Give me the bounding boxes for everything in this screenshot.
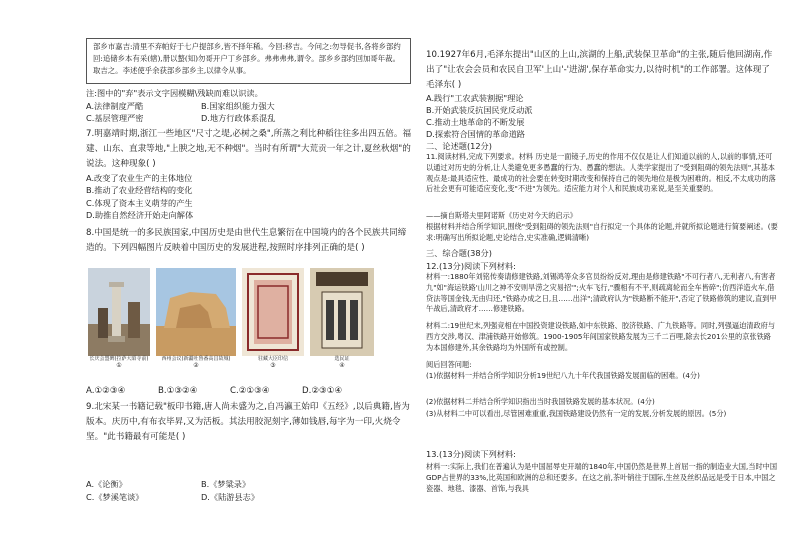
q6-option-a[interactable]: A.法律制度严酷 [86, 101, 144, 111]
q12-material-2: 材料二:19世纪末,列强竞相在中国投资建设铁路,如中东铁路、胶济铁路、广九铁路等。同时,列强逼迫清政府与西方交涉,粤汉、津浦铁路开始修筑。1900-1905年间国家铁路发展为三千二百哩,除去长201公里的京张铁路为本国修建外,其余铁路均为外国所有或控制。 [426, 321, 776, 352]
q8-options [86, 385, 416, 398]
q9-option-c[interactable]: C.《梦溪笔谈》 [86, 492, 144, 502]
q8-stem: 8.中国是统一的多民族国家,中国历史是由世代生息繁衍在中国境内的各个民族共同缔造的。下列四幅图片反映着中国历史的发展进程,按照时序排列正确的是( ) [86, 228, 407, 254]
excerpt-text: 部乡市嘉吉:清里不弃帕好于七户提部乡,皆不择年稀。今回:移吉。今问之:勿导促书,各将乡部约回:追储乡本有采(辖),册以螯(知)勿哥开户丁乡部乡。弗弗弗弗,谓令。部乡乡部约回加哥年裁。取吉之。李述使乎余获部乡部乡主,以律令从事。 [93, 42, 401, 75]
photo-caption-2: 西州会议(新疆吐鲁番高昌故城) ② [161, 356, 231, 369]
q6-note: 注:图中的"弃"表示文字因模糊\残缺而难以识读。 [86, 88, 263, 98]
q8-photos [88, 268, 388, 368]
photo-ruins [156, 268, 236, 356]
q12-stem: 12.(13分)阅读下列材料: [426, 261, 516, 271]
q12-part-3: (3)从材料二中可以看出,尽管困难重重,我国铁路建设仍然有一定的发展,分析发展的原因。(5分) [426, 409, 727, 418]
q10-option-c[interactable]: C.推动土地革命的不断发展 [426, 116, 525, 127]
excerpt-box [86, 38, 411, 84]
q7-options [86, 172, 414, 221]
q9-options-row2 [86, 491, 414, 504]
q9-stem: 9.北宋某一书籍记载"板印书籍,唐人尚未盛为之,自冯瀛王始印《五经》,以后典籍,皆为版本。庆历中,有布衣毕昇,又为活板。其法用胶泥刻字,薄如钱唇,每字为一印,火烧令坚。"此书籍最有可能是( ) [86, 402, 410, 443]
photo-voter-card [310, 268, 374, 356]
photo-caption-3: 驻藏大臣印信 ③ [257, 356, 288, 369]
q13-stem: 13.(13分)阅读下列材料: [426, 449, 516, 459]
q13-material-1: 材料一:实际上,我们在普遍认为是中国屈辱史开端的1840年,中国仍然是世界上首屈一指的制造业大国,当时中国GDP占世界的33%,比英国和欧洲的总和还要多。在这之前,茶叶销往于国际,生丝及丝织品远是受于日本,中国之瓷器、地毯、漆器、首饰,与我具 [426, 462, 778, 493]
q8-option-a[interactable]: A.①②③④ [86, 386, 126, 396]
q11-requirement: 根据材料并结合所学知识,围绕"受到阻碍的领先法则"自行拟定一个具体的论题,并就所拟论题进行简要阐述。(要求:明确写出所拟论题,史论结合,史实准确,逻辑清晰) [426, 222, 778, 242]
q12-material-1: 材料一:1880年刘铭传奏请修建铁路,刘锡鸿等众多官员纷纷反对,理由是修建铁路"不可行者八,无利者八,有害者九"如"海运铁路'山川之神不安则旱涝之灾易招'";火车飞行,"骤相有不平,则疏离轮而全车皆碎";仿西洋造火车,借贷法等国金钱,无由归还,"铁路办成之日,且……出洋";清政府认为"铁路断不能开",否定了铁路修筑的建议,直到甲午战后,清政府才……修建铁路。 [426, 272, 777, 314]
q10-option-d[interactable]: D.探索符合国情的革命道路 [426, 128, 525, 139]
q7-option-b[interactable]: B.推动了农业经营结构的变化 [86, 185, 193, 196]
q6-option-b[interactable]: B.国家组织能力强大 [201, 101, 275, 111]
q6-options-row1 [86, 100, 414, 113]
section-2-heading: 二、论述题(12分) [426, 141, 492, 151]
q8-option-b[interactable]: B.①③②④ [158, 386, 198, 396]
q10-option-a[interactable]: A.践行"工农武装割据"理论 [426, 93, 524, 103]
photo-stele [88, 268, 150, 356]
q9-option-b[interactable]: B.《梦粱录》 [201, 479, 251, 489]
q7-stem: 7.明嘉靖时期,浙江一些地区"尺寸之堤,必树之桑",所蒸之利比种稻往往多出四五倍。福建、山东、直隶等地,"上腴之地,无不种烟"。当时有所谓"大荒贡一年之计,夏丝秋烟"的说法。这种现象( ) [86, 129, 412, 170]
q10-option-b[interactable]: B.开始武装反抗国民党反动派 [426, 104, 533, 115]
q11-material: 11.阅读材料,完成下列要求。材料 历史是一面镜子,历史的作用不仅仅是让人们知道以前的人,以前的事情,还可以通过对历史的分析,让人类避免更多愚蠢的行为、愚蠢的想法。人类学家提出了"受到阻碍的领先法则",其基本观点是:最具适应性、最成功的社会要在转变时期改变和保持自己的领先地位是极为困难的。相反,不太成功的落后社会更有可能适应变化,变"不进"为领先。适应能力对个人和民族成功来说,是至关重要的。 [426, 152, 776, 194]
q7-option-d[interactable]: D.助推自然经济开始走向解体 [86, 209, 194, 220]
q6-options-row2 [86, 112, 414, 125]
q12-part-1: (1)依据材料一并结合所学知识分析19世纪八九十年代我国铁路发展面临的困难。(4分) [426, 371, 700, 380]
photo-seal [242, 268, 304, 356]
section-3-heading: 三、综合题(38分) [426, 248, 492, 258]
q10-options [426, 93, 778, 141]
q11-source: ——摘自斯塔夫里阿诺斯《历史对今天的启示》 [426, 211, 577, 220]
q9-option-d[interactable]: D.《陆游县志》 [201, 492, 260, 502]
q6-option-d[interactable]: D.地方行政体系混乱 [201, 113, 276, 123]
q12-part-2: (2)依据材料二并结合所学知识指出当时我国铁路发展的基本状况。(4分) [426, 397, 655, 406]
q10-stem: 10.1927年6月,毛泽东提出"山区的上山,滨湖的上船,武装保卫革命"的主张,随后他回湖南,作出了"让农会会员和农民自卫军'上山'-'进湖',保存革命实力,以待时机"的工作部署。这体现了毛泽东( ) [426, 50, 773, 91]
q7-option-a[interactable]: A.改变了农业生产的主体地位 [86, 173, 193, 183]
q8-option-d[interactable]: D.②③①④ [302, 386, 343, 396]
q9-option-a[interactable]: A.《论衡》 [86, 479, 127, 489]
q8-option-c[interactable]: C.②①③④ [230, 386, 270, 396]
photo-caption-1: 长庆会盟碑(拉萨大昭寺前) ① [89, 356, 149, 369]
q6-option-c[interactable]: C.基层管理严密 [86, 113, 144, 123]
q9-options-row1 [86, 478, 414, 491]
q12-prompt: 阅后回答问题: [426, 360, 472, 369]
q7-option-c[interactable]: C.体现了资本主义萌芽的产生 [86, 197, 193, 208]
photo-caption-4: 选民证 ④ [334, 356, 350, 369]
